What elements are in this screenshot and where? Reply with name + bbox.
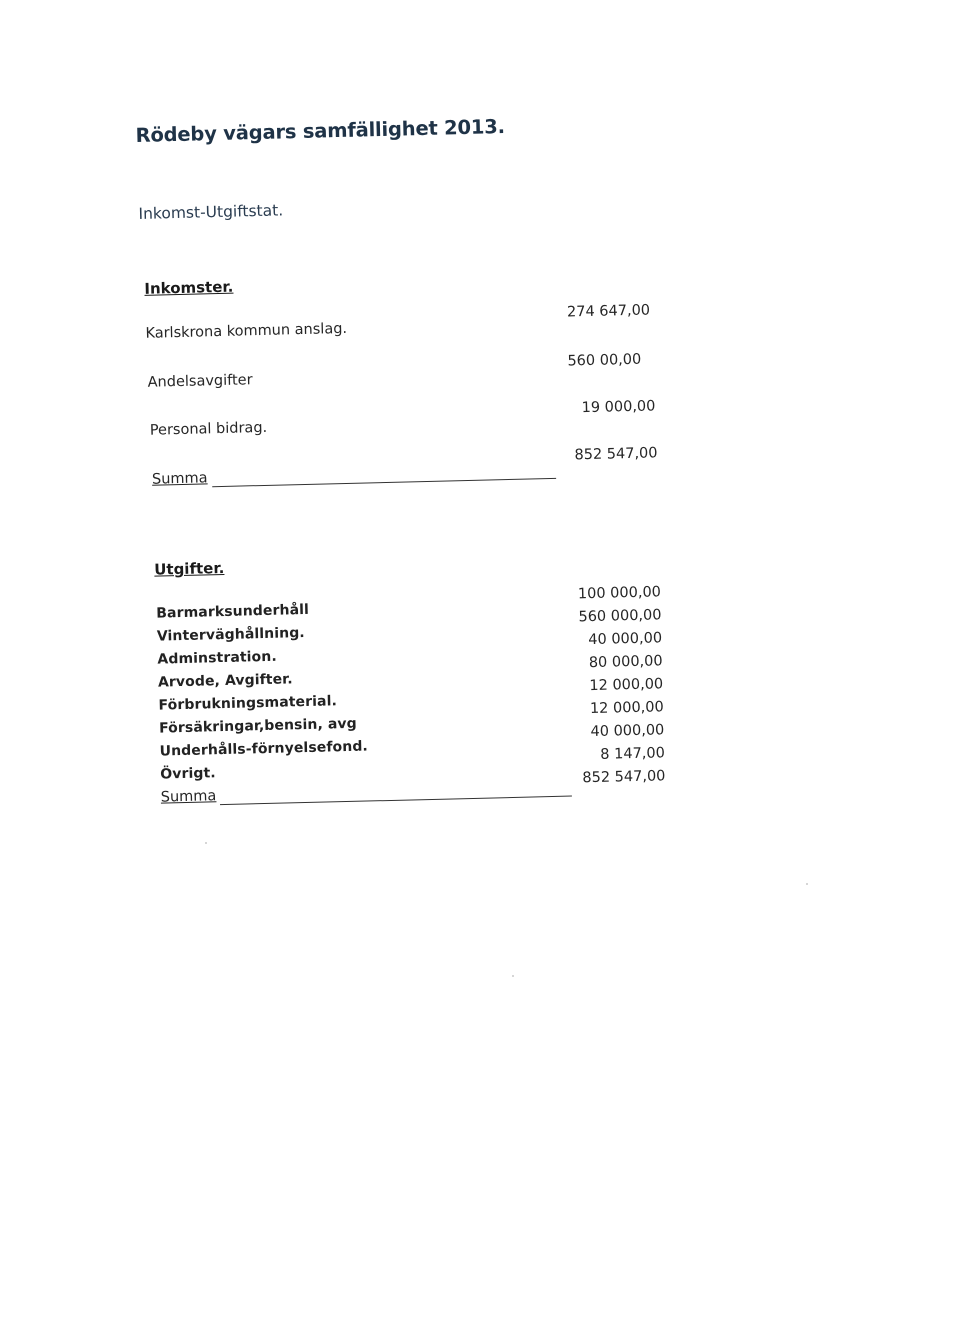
expenses-total-amount: 852 547,00 — [582, 768, 666, 787]
scan-speck — [512, 975, 514, 977]
expense-label: Förbrukningsmaterial. — [158, 693, 338, 714]
income-total-rule — [212, 478, 556, 487]
income-total-amount: 852 547,00 — [574, 445, 658, 464]
expense-amount: 100 000,00 — [577, 584, 662, 603]
expense-label: Adminstration. — [157, 648, 277, 668]
income-label: Andelsavgifter — [147, 372, 253, 391]
document-sheet — [135, 96, 712, 829]
income-label: Personal bidrag. — [149, 419, 268, 439]
document-subtitle: Inkomst-Utgiftstat. — [138, 201, 284, 223]
expense-label: Arvode, Avgifter. — [157, 671, 293, 691]
document-title: Rödeby vägars samfällighet 2013. — [135, 114, 506, 147]
expense-amount: 560 000,00 — [578, 607, 662, 626]
expense-amount: 80 000,00 — [588, 653, 663, 672]
expense-amount: 12 000,00 — [589, 676, 664, 695]
scan-speck — [205, 842, 207, 844]
income-amount: 274 647,00 — [566, 302, 651, 321]
expense-label: Vinterväghållning. — [156, 625, 305, 645]
income-total-label: Summa — [151, 470, 208, 488]
expense-label: Barmarksunderhåll — [156, 601, 310, 622]
expense-label: Försäkringar,bensin, avg — [158, 715, 357, 737]
income-label: Karlskrona kommun anslag. — [145, 320, 348, 342]
expense-label: Övrigt. — [160, 765, 216, 783]
income-heading: Inkomster. — [144, 277, 234, 298]
income-amount: 560 00,00 — [567, 351, 642, 370]
expenses-heading: Utgifter. — [154, 558, 225, 579]
expense-amount: 40 000,00 — [590, 722, 665, 741]
expense-amount: 12 000,00 — [589, 699, 664, 718]
expense-label: Underhålls-förnyelsefond. — [159, 738, 369, 760]
expenses-total-rule — [220, 796, 572, 806]
income-amount: 19 000,00 — [581, 398, 656, 417]
expense-amount: 8 147,00 — [600, 745, 666, 763]
expenses-total-label: Summa — [160, 788, 217, 806]
expense-amount: 40 000,00 — [588, 630, 663, 649]
scan-speck — [806, 883, 808, 885]
